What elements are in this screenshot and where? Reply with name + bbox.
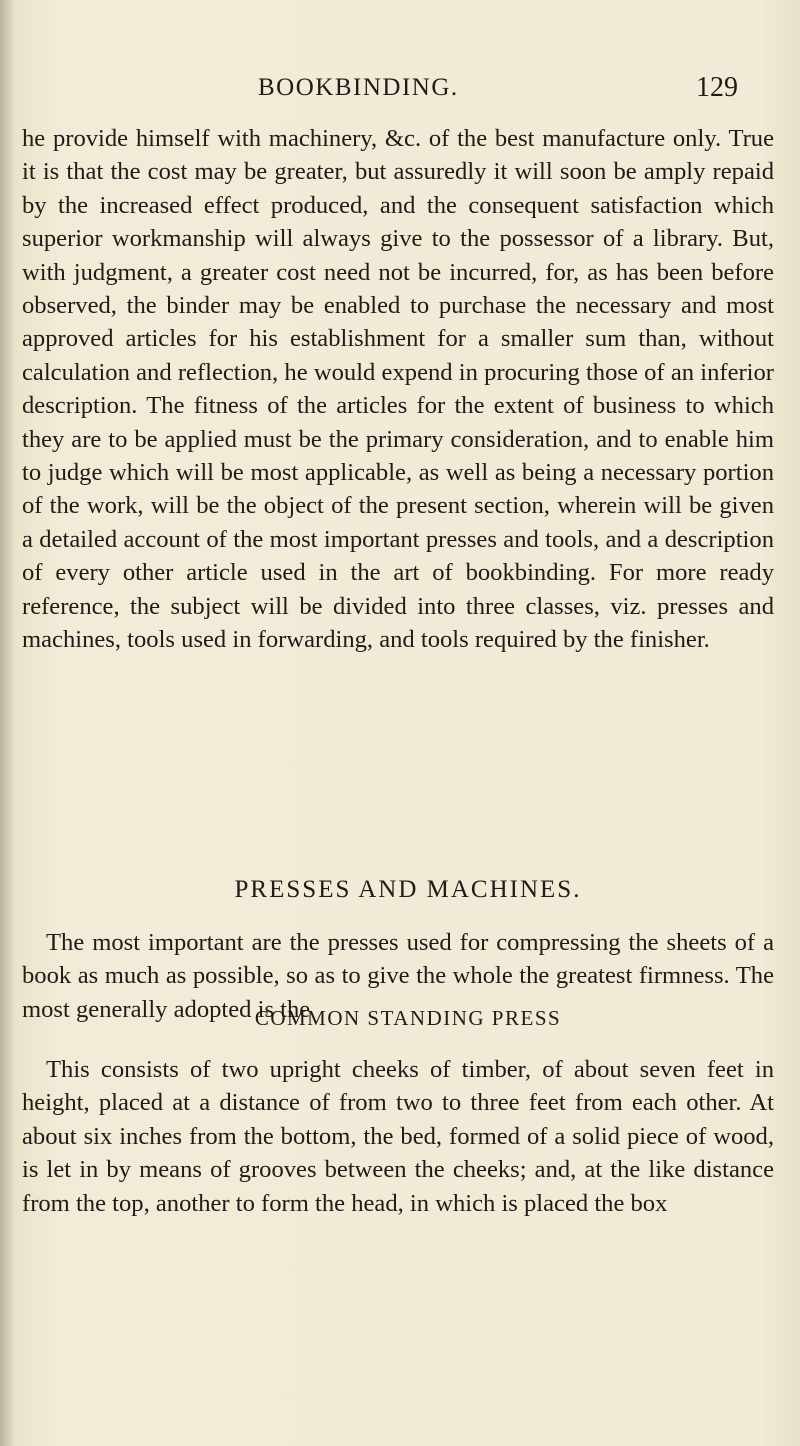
running-head: BOOKBINDING. bbox=[258, 74, 459, 101]
paragraph-intro: he provide himself with machinery, &c. of the best manufacture only. True it is that the cost may be greater, but assuredly it will soon be amply repaid by the increased effect produced, and the consequent satisfaction which superior workmanship will always give to the possessor of a library. But, with judgment, a greater cost need not be incurred, for, as has been before observed, the binder may be enabled to purchase the necessary and most approved articles for his establishment for a smaller sum than, without calculation and reflection, he would expend in procuring those of an inferior description. The fitness of the articles for the extent of business to which they are to be applied must be the primary consideration, and to enable him to judge which will be most applicable, as well as being a necessary portion of the work, will be the object of the present section, wherein will be given a detailed account of the most important presses and tools, and a description of every other article used in the art of bookbinding. For more ready reference, the subject will be divided into three classes, viz. presses and machines, tools used in forwarding, and tools required by the finisher. bbox=[22, 125, 774, 654]
paragraph-standing-press: This consists of two upright cheeks of timber, of about seven feet in height, placed at a distance of from two to three feet from each other. At about six inches from the bottom, the bed, formed of a solid piece of wood, is let in by means of grooves between the cheeks; and, at the like distance from the top, another to form the head, in which is placed the box bbox=[22, 1056, 774, 1217]
page-number: 129 bbox=[696, 72, 738, 103]
section-heading: PRESSES AND MACHINES. bbox=[234, 876, 582, 903]
subsection-heading: COMMON STANDING PRESS bbox=[254, 1006, 562, 1030]
gutter-shadow bbox=[0, 0, 14, 1446]
paragraph-presses: The most important are the presses used for compressing the sheets of a book as much as possible, so as to give the whole the greatest firmness. The most generally adopted is the bbox=[22, 929, 774, 1023]
page-header bbox=[258, 74, 738, 114]
